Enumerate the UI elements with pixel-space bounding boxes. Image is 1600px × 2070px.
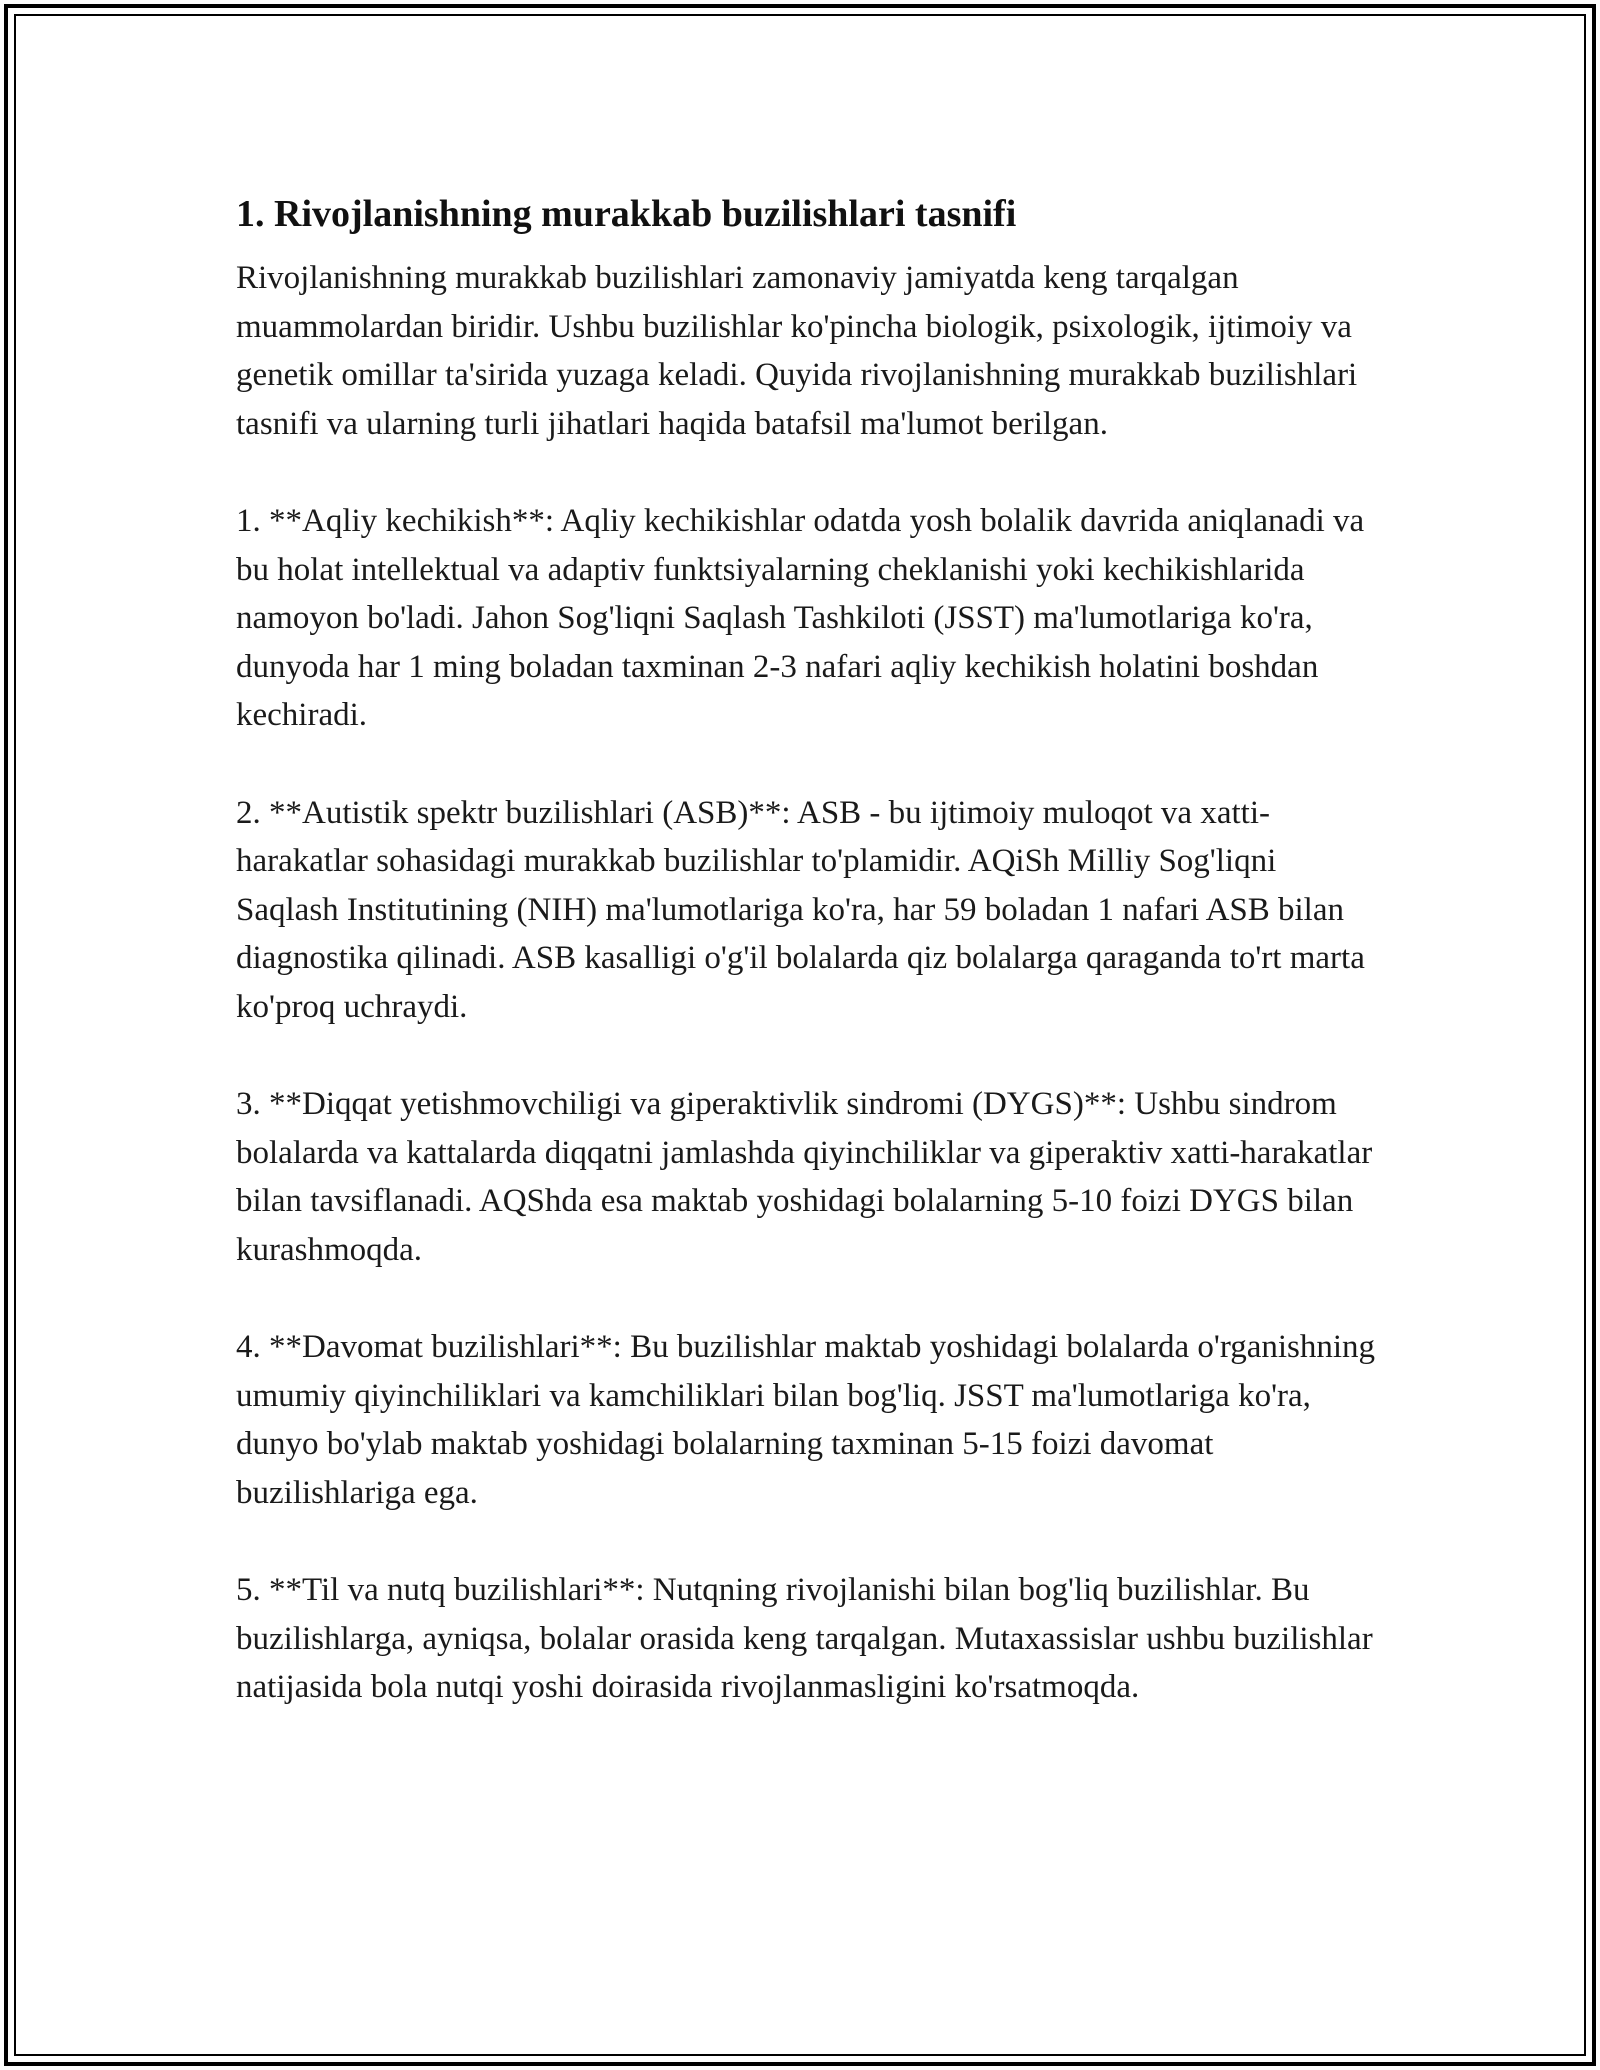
list-item-til-nutq: 5. **Til va nutq buzilishlari**: Nutqning rivojlanishi bilan bog'liq buzilishlar. Bu buzilishlarga, ayniqsa, bolalar orasida keng tarqalgan. Mutaxassislar ushbu buzilishlar natijasida bola nutqi yoshi doirasida rivojlanmasligini ko'rsatmoqda.	[236, 1572, 1373, 1705]
list-item-autistik-spektr: 2. **Autistik spektr buzilishlari (ASB)**: ASB - bu ijtimoiy muloqot va xatti-harakatlar sohasidagi murakkab buzilishlar to'plamidir. AQiSh Milliy Sog'liqni Saqlash Institutining (NIH) ma'lumotlariga ko'ra, har 59 boladan 1 nafari ASB bilan diagnostika qilinadi. ASB kasalligi o'g'il bolalarda qiz bolalarga qaraganda to'rt marta ko'proq uchraydi.	[236, 794, 1365, 1025]
intro-paragraph: Rivojlanishning murakkab buzilishlari zamonaviy jamiyatda keng tarqalgan muammolardan biridir. Ushbu buzilishlar ko'pincha biologik, psixologik, ijtimoiy va genetik omillar ta'sirida yuzaga keladi. Quyida rivojlanishning murakkab buzilishlari tasnifi va ularning turli jihatlari haqida batafsil ma'lumot berilgan.	[236, 260, 1358, 442]
list-item-aqliy-kechikish: 1. **Aqliy kechikish**: Aqliy kechikishlar odatda yosh bolalik davrida aniqlanadi va bu holat intellektual va adaptiv funktsiyalarning cheklanishi yoki kechikishlarida namoyon bo'ladi. Jahon Sog'liqni Saqlash Tashkiloti (JSST) ma'lumotlariga ko'ra, dunyoda har 1 ming boladan taxminan 2-3 nafari aqliy kechikish holatini boshdan kechiradi.	[236, 503, 1365, 733]
document-body	[236, 186, 1376, 1712]
list-item-davomat: 4. **Davomat buzilishlari**: Bu buzilishlar maktab yoshidagi bolalarda o'rganishning umumiy qiyinchiliklari va kamchiliklari bilan bog'liq. JSST ma'lumotlariga ko'ra, dunyo bo'ylab maktab yoshidagi bolalarning taxminan 5-15 foizi davomat buzilishlariga ega.	[236, 1329, 1376, 1511]
list-item-dygs: 3. **Diqqat yetishmovchiligi va giperaktivlik sindromi (DYGS)**: Ushbu sindrom bolalarda va kattalarda diqqatni jamlashda qiyinchiliklar va giperaktiv xatti-harakatlar bilan tavsiflanadi. AQShda esa maktab yoshidagi bolalarning 5-10 foizi DYGS bilan kurashmoqda.	[236, 1086, 1373, 1268]
section-heading: 1. Rivojlanishning murakkab buzilishlari tasnifi	[236, 193, 1017, 235]
